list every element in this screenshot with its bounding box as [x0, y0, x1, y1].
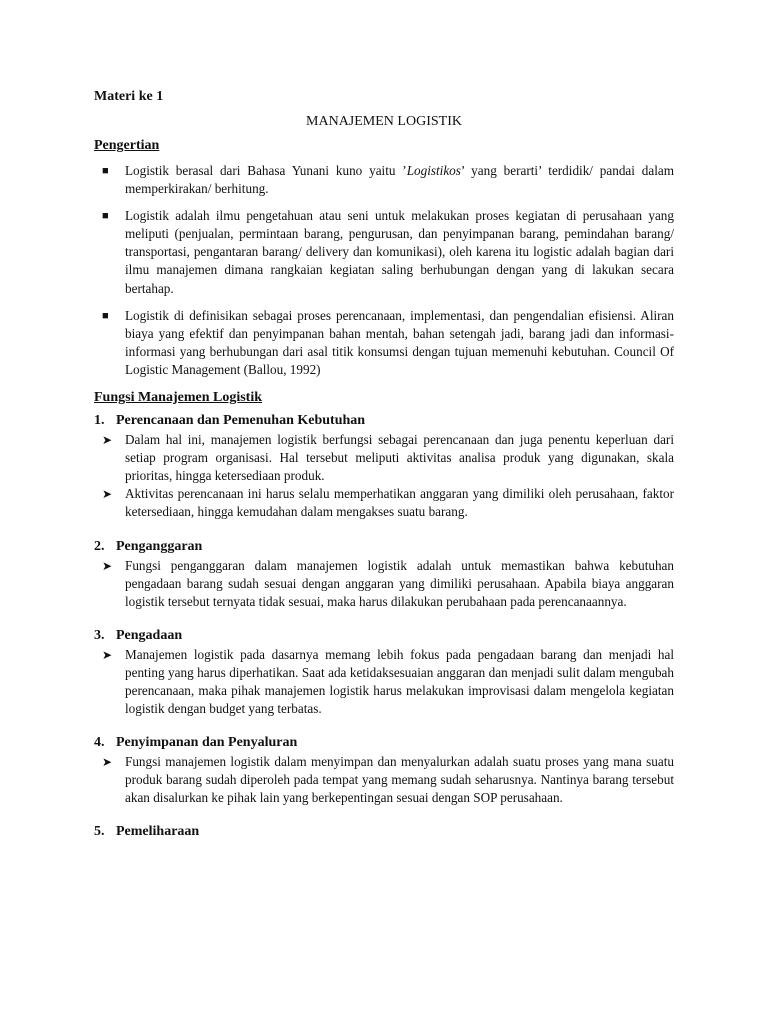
point-text: Aktivitas perencanaan ini harus selalu memperhatikan anggaran yang dimiliki oleh perusahaan, faktor ketersediaan, hingga kemudahan dalam mengakses suatu barang. — [125, 486, 674, 520]
item-title: Pemeliharaan — [116, 824, 200, 840]
materi-label: Materi ke 1 — [94, 89, 164, 104]
square-bullet-icon: ■ — [102, 210, 109, 223]
arrowhead-bullet-icon: ➤ — [102, 755, 113, 770]
arrowhead-bullet-icon: ➤ — [102, 487, 113, 502]
pengertian-list — [94, 162, 674, 379]
item-number: 3. — [94, 627, 105, 643]
square-bullet-icon: ■ — [102, 165, 109, 177]
fungsi-item — [94, 734, 674, 807]
item-title: Penganggaran — [116, 538, 203, 554]
list-item — [94, 162, 674, 198]
fungsi-heading: Fungsi Manajemen Logistik — [94, 390, 263, 406]
point-text: Fungsi penganggaran dalam manajemen logistik adalah untuk memastikan bahwa kebutuhan pengadaan barang sudah sesuai dengan anggaran yang dimiliki perusahaan. Apabila biaya anggaran logistik tersebut ternyata tidak sesuai, maka harus dilakukan perubahaan pada perencanaannya. — [125, 557, 674, 609]
fungsi-item — [94, 823, 674, 841]
list-item — [94, 557, 674, 611]
item-number: 2. — [94, 538, 105, 554]
item-text-pre: Logistik berasal dari Bahasa Yunani kuno yaitu ’ — [125, 163, 407, 178]
item-number: 4. — [94, 735, 105, 751]
fungsi-item — [94, 412, 674, 521]
item-text: Logistik adalah ilmu pengetahuan atau seni untuk melakukan proses kegiatan di perusahaan yang meliputi (penjualan, permintaan barang, pengurusan, dan penyimpanan barang, pemindahan barang/ transportasi, pengantaran barang/ delivery dan komunikasi), oleh karena itu logistic adalah bagian dari ilmu manajemen dimana rangkaian kegiatan saling berhubungan dengan yang di lakukan secara bertahap. — [125, 208, 674, 296]
item-number: 1. — [94, 413, 105, 429]
arrowhead-bullet-icon: ➤ — [102, 558, 113, 573]
point-text: Dalam hal ini, manajemen logistik berfungsi sebagai perencanaan dan juga penentu keperluan dari setiap program organisasi. Hal tersebut meliputi aktivitas analisa produk yang digunakan, skala prioritas, hingga ketersediaan produk. — [125, 432, 674, 484]
arrowhead-bullet-icon: ➤ — [102, 647, 113, 662]
point-text: Fungsi manajemen logistik dalam menyimpan dan menyalurkan adalah suatu proses yang mana suatu produk barang sudah diperoleh pada tempat yang memang sudah seharusnya. Nantinya barang tersebut akan disalurkan ke pihak lain yang berkepentingan sesuai dengan SOP perusahaan. — [125, 754, 674, 806]
item-text-post: ’ yang berarti’ terdidik/ pandai dalam memperkirakan/ berhitung. — [125, 163, 674, 197]
list-item — [94, 485, 674, 521]
fungsi-list — [94, 412, 674, 841]
list-item — [94, 753, 674, 807]
list-item — [94, 431, 674, 485]
page-title: MANAJEMEN LOGISTIK — [306, 114, 462, 129]
item-title: Penyimpanan dan Penyaluran — [116, 735, 298, 751]
item-title: Perencanaan dan Pemenuhan Kebutuhan — [116, 413, 366, 429]
point-text: Manajemen logistik pada dasarnya memang lebih fokus pada pengadaan barang dan menjadi hal penting yang harus diperhatikan. Saat ada ketidaksesuaian anggaran dan menjadi sulit dalam mengubah perencanaan, maka pihak manajemen logistik harus melakukan improvisasi dalam mengelola kegiatan logistik dengan budget yang terbatas. — [125, 646, 674, 717]
list-item — [94, 646, 674, 718]
list-item — [94, 307, 674, 379]
arrowhead-bullet-icon: ➤ — [102, 433, 113, 448]
item-title: Pengadaan — [116, 627, 183, 643]
item-text: Logistik di definisikan sebagai proses perencanaan, implementasi, dan pengendalian efisiensi. Aliran biaya yang efektif dan penyimpanan bahan mentah, bahan setengah jadi, barang jadi dan informasi-informasi yang berhubungan dari asal titik konsumsi dengan tujuan memenuhi kebutuhan. Council Of Logistic Management (Ballou, 1992) — [125, 307, 674, 377]
item-number: 5. — [94, 824, 105, 840]
item-text-italic: Logistikos — [406, 163, 461, 178]
list-item — [94, 207, 674, 297]
fungsi-item — [94, 538, 674, 611]
pengertian-heading: Pengertian — [94, 138, 160, 153]
fungsi-item — [94, 627, 674, 718]
square-bullet-icon: ■ — [102, 309, 109, 322]
